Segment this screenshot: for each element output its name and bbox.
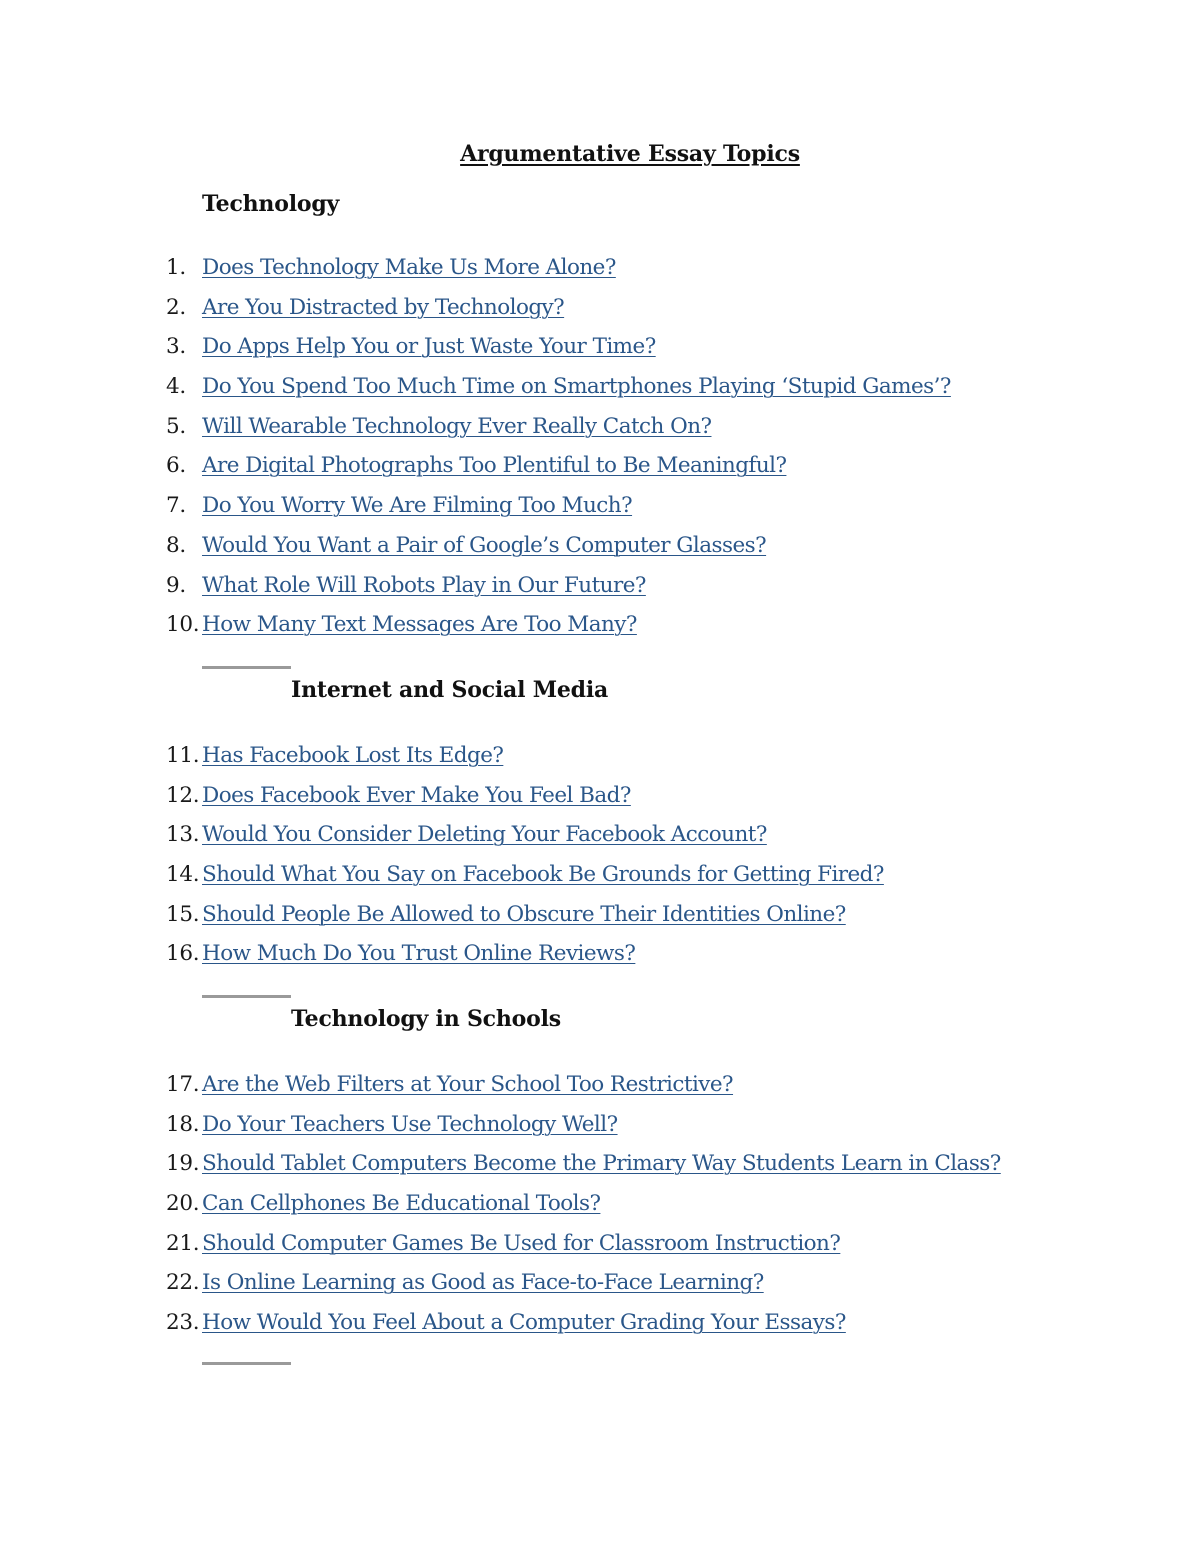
section-divider [202, 995, 291, 998]
item-number: 11. [166, 743, 200, 768]
item-number: 14. [166, 862, 200, 888]
topic-link[interactable]: Will Wearable Technology Ever Really Catch On? [202, 413, 712, 439]
topic-link[interactable]: Is Online Learning as Good as Face-to-Face Learning? [202, 1270, 764, 1296]
topic-link[interactable]: Should Computer Games Be Used for Classroom Instruction? [202, 1230, 841, 1256]
topic-link[interactable]: Are You Distracted by Technology? [202, 294, 565, 320]
item-number: 20. [166, 1191, 200, 1217]
topic-link[interactable]: Do You Spend Too Much Time on Smartphones Playing ‘Stupid Games’? [202, 374, 951, 400]
topic-link[interactable]: Should People Be Allowed to Obscure Their Identities Online? [202, 901, 846, 927]
item-number: 12. [166, 782, 200, 808]
section-heading-technology-in-schools: Technology in Schools [291, 1006, 561, 1032]
item-number: 21. [166, 1230, 200, 1256]
item-number: 10. [166, 612, 200, 638]
topic-link[interactable]: Are Digital Photographs Too Plentiful to Be Meaningful? [202, 453, 787, 479]
topic-link[interactable]: Do Your Teachers Use Technology Well? [202, 1111, 618, 1137]
section-divider [202, 1362, 291, 1365]
item-number: 13. [166, 822, 200, 848]
topic-link[interactable]: Does Facebook Ever Make You Feel Bad? [202, 782, 631, 808]
topic-link[interactable]: Has Facebook Lost Its Edge? [202, 743, 504, 768]
item-number: 1. [166, 255, 186, 280]
item-number: 17. [166, 1072, 200, 1097]
item-number: 4. [166, 374, 186, 400]
section-heading-internet-social-media: Internet and Social Media [291, 677, 609, 703]
topic-link[interactable]: Should Tablet Computers Become the Primary Way Students Learn in Class? [202, 1151, 1001, 1177]
topic-link[interactable]: Would You Want a Pair of Google’s Computer Glasses? [202, 532, 767, 558]
item-number: 15. [166, 901, 200, 927]
topic-link[interactable]: Do Apps Help You or Just Waste Your Time? [202, 334, 656, 360]
topic-link[interactable]: How Much Do You Trust Online Reviews? [202, 941, 636, 967]
item-number: 22. [166, 1270, 200, 1296]
item-number: 16. [166, 941, 200, 967]
topic-link[interactable]: How Would You Feel About a Computer Grading Your Essays? [202, 1310, 846, 1336]
topic-link[interactable]: Does Technology Make Us More Alone? [202, 255, 616, 280]
topic-link[interactable]: Are the Web Filters at Your School Too Restrictive? [202, 1072, 734, 1097]
item-number: 23. [166, 1310, 200, 1336]
item-number: 3. [166, 334, 186, 360]
topic-link[interactable]: How Many Text Messages Are Too Many? [202, 612, 637, 638]
topic-link[interactable]: Would You Consider Deleting Your Facebook Account? [202, 822, 767, 848]
section-divider [202, 666, 291, 669]
topic-link[interactable]: What Role Will Robots Play in Our Future? [202, 572, 646, 598]
item-number: 6. [166, 453, 186, 479]
section-heading-technology: Technology [202, 191, 340, 217]
item-number: 18. [166, 1111, 200, 1137]
item-number: 9. [166, 572, 186, 598]
item-number: 19. [166, 1151, 200, 1177]
item-number: 2. [166, 294, 186, 320]
page-title: Argumentative Essay Topics [460, 141, 800, 167]
topic-link[interactable]: Should What You Say on Facebook Be Grounds for Getting Fired? [202, 862, 884, 888]
item-number: 7. [166, 493, 186, 519]
topic-link[interactable]: Do You Worry We Are Filming Too Much? [202, 493, 633, 519]
item-number: 8. [166, 532, 186, 558]
topic-link[interactable]: Can Cellphones Be Educational Tools? [202, 1191, 601, 1217]
item-number: 5. [166, 413, 186, 439]
